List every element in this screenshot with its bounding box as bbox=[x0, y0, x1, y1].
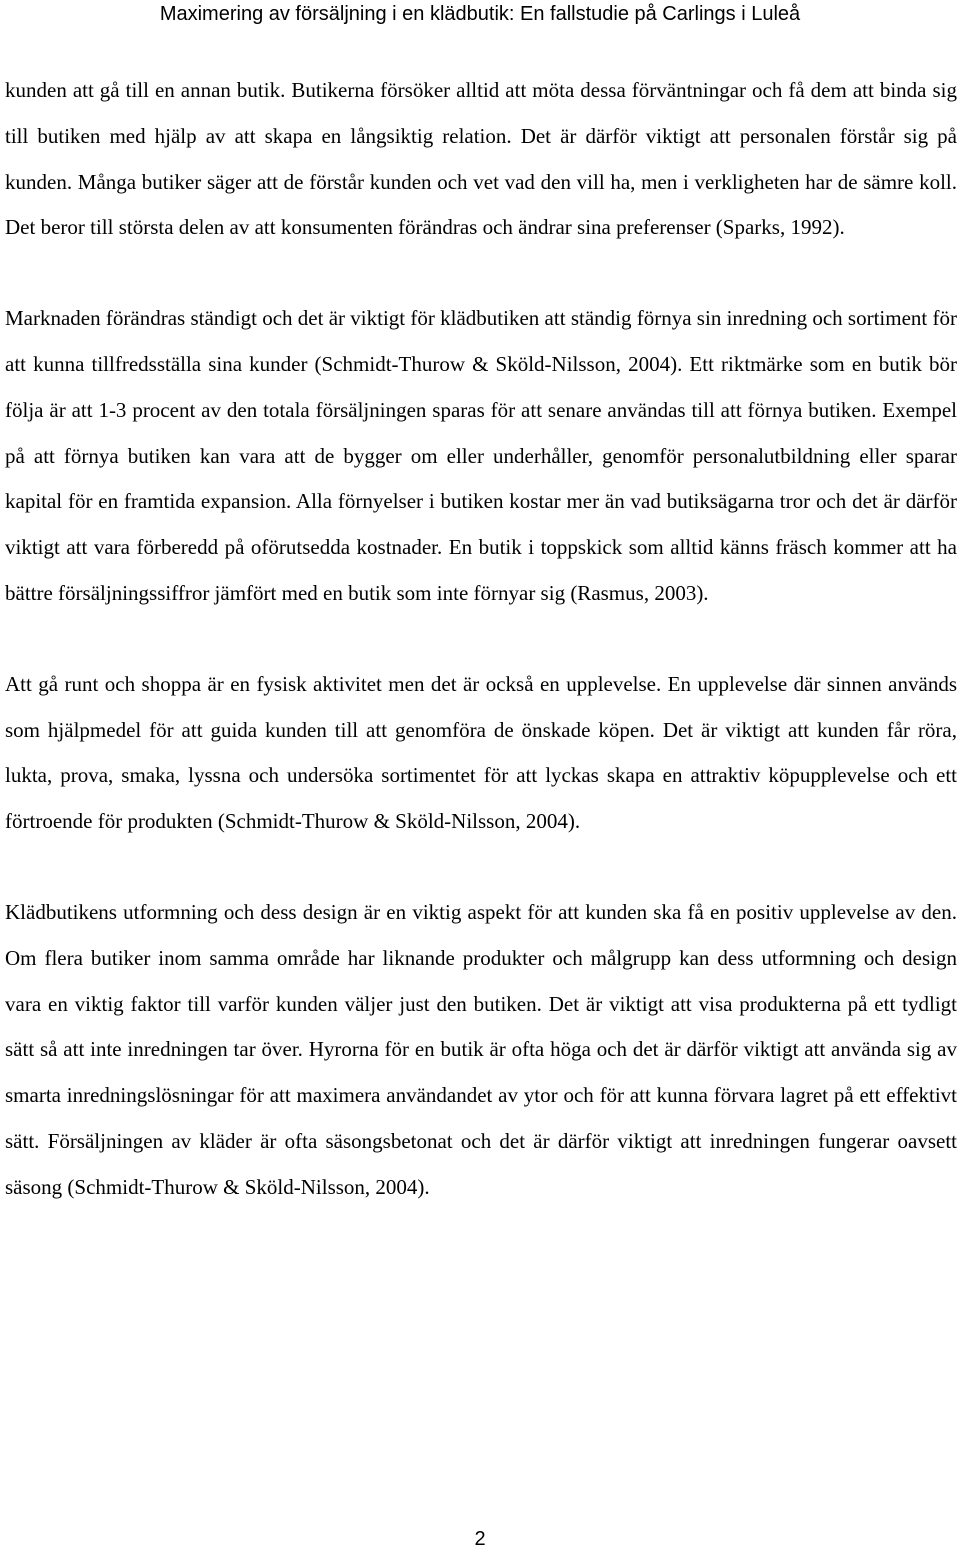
page-number: 2 bbox=[474, 1528, 486, 1550]
body-paragraph: kunden att gå till en annan butik. Butikerna försöker alltid att möta dessa förväntningar och få dem att binda sig till butiken med hjälp av att skapa en långsiktig relation. Det är därför viktigt att personalen förstår sig på kunden. Många butiker säger att de förstår kunden och vet vad den vill ha, men i verkligheten har de sämre koll. Det beror till största delen av att konsumenten förändras och ändrar sina preferenser (Sparks, 1992). bbox=[5, 78, 957, 240]
running-header: Maximering av försäljning i en klädbutik: En fallstudie på Carlings i Luleå bbox=[159, 3, 801, 25]
body-paragraph: Att gå runt och shoppa är en fysisk aktivitet men det är också en upplevelse. En upplevelse där sinnen används som hjälpmedel för att guida kunden till att genomföra de önskade köpen. Det är viktigt att kunden får röra, lukta, prova, smaka, lyssna och undersöka sortimentet för att lyckas skapa en attraktiv köpupplevelse och ett förtroende för produkten (Schmidt-Thurow & Sköld-Nilsson, 2004). bbox=[5, 671, 957, 834]
body-paragraph: Klädbutikens utformning och dess design är en viktig aspekt för att kunden ska få en positiv upplevelse av den. Om flera butiker inom samma område har liknande produkter och målgrupp kan dess utformning och design vara en viktig faktor till varför kunden väljer just den butiken. Det är viktigt att visa produkterna på ett tydligt sätt så att inte inredningen tar över. Hyrorna för en butik är ofta höga och det är därför viktigt att använda sig av smarta inredningslösningar för att maximera användandet av ytor och för att kunna förvara lagret på ett effektivt sätt. Försäljningen av kläder är ofta säsongsbetonat och det är därför viktigt att inredningen fungerar oavsett säsong (Schmidt-Thurow & Sköld-Nilsson, 2004). bbox=[5, 899, 957, 1199]
document-body bbox=[5, 68, 957, 1211]
body-paragraph: Marknaden förändras ständigt och det är viktigt för klädbutiken att ständig förnya sin inredning och sortiment för att kunna tillfredsställa sina kunder (Schmidt-Thurow & Sköld-Nilsson, 2004). Ett riktmärke som en butik bör följa är att 1-3 procent av den totala försäljningen sparas för att senare användas till att förnya butiken. Exempel på att förnya butiken kan vara att de bygger om eller underhåller, genomför personalutbildning eller sparar kapital för en framtida expansion. Alla förnyelser i butiken kostar mer än vad butiksägarna tror och det är därför viktigt att vara förberedd på oförutsedda kostnader. En butik i toppskick som alltid känns fräsch kommer att ha bättre försäljningssiffror jämfört med en butik som inte förnyar sig (Rasmus, 2003). bbox=[5, 306, 957, 605]
